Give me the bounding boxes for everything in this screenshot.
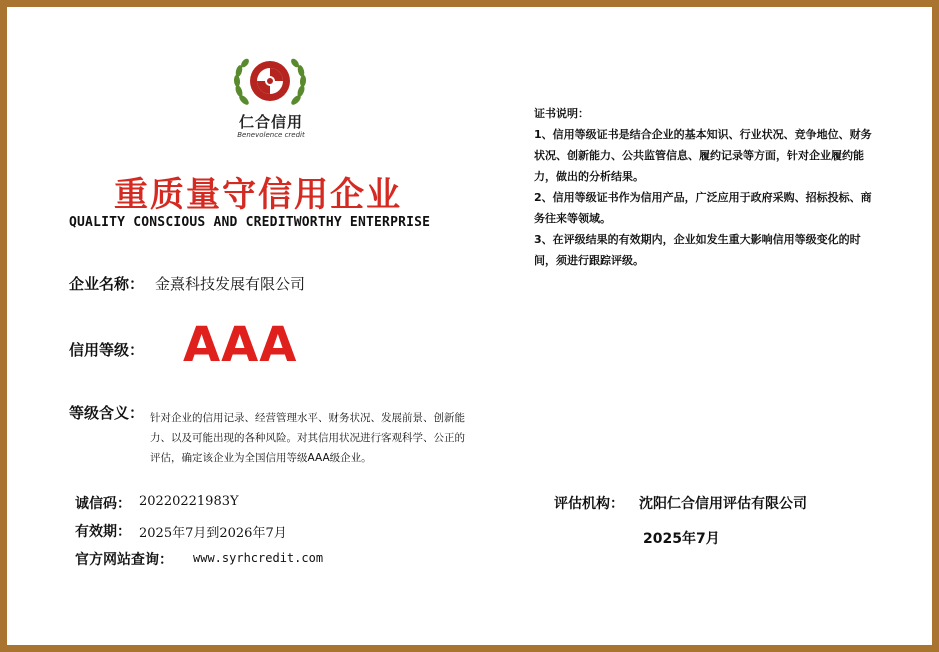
certificate-title-cn: 重质量守信用企业 xyxy=(114,175,402,215)
level-meaning-label: 等级含义： xyxy=(69,404,145,422)
agency-label: 评估机构： xyxy=(554,496,624,512)
website-label: 官方网站查询： xyxy=(75,552,173,568)
agency-name: 沈阳仁合信用评估有限公司 xyxy=(639,496,807,512)
logo-name-en: Benevolence credit xyxy=(237,131,305,139)
company-label: 企业名称： xyxy=(69,275,145,293)
certificate-notes xyxy=(534,103,879,271)
level-meaning-text: 针对企业的信用记录、经营管理水平、财务状况、发展前景、创新能力、以及可能出现的各种风险。对其信用状况进行客观科学、公正的评估，确定该企业为全国信用等级AAA级企业。 xyxy=(150,412,465,464)
credit-level-label: 信用等级： xyxy=(69,341,145,359)
logo-name-cn: 仁合信用 xyxy=(238,113,303,131)
credit-code-label: 诚信码： xyxy=(75,496,131,512)
credit-level-value: AAA xyxy=(183,317,298,373)
credit-code-value: 20220221983Y xyxy=(139,494,239,509)
notes-item: 1、信用等级证书是结合企业的基本知识、行业状况、竞争地位、财务状况、创新能力、公共监管信息、履约记录等方面，针对企业履约能力，做出的分析结果。 xyxy=(534,128,872,183)
notes-heading: 证书说明： xyxy=(534,107,589,120)
company-name: 金熹科技发展有限公司 xyxy=(155,275,306,293)
certificate-title-en: QUALITY CONSCIOUS AND CREDITWORTHY ENTERPRISE xyxy=(69,215,431,230)
notes-item: 3、在评级结果的有效期内，企业如发生重大影响信用等级变化的时间，须进行跟踪评级。 xyxy=(534,233,861,267)
notes-item: 2、信用等级证书作为信用产品，广泛应用于政府采购、招标投标、商务往来等领域。 xyxy=(534,191,872,225)
website-link[interactable]: www.syrhcredit.com xyxy=(193,551,324,565)
validity-value: 2025年7月到2026年7月 xyxy=(139,526,287,541)
issue-date: 2025年7月 xyxy=(643,531,720,547)
validity-label: 有效期： xyxy=(75,524,131,540)
